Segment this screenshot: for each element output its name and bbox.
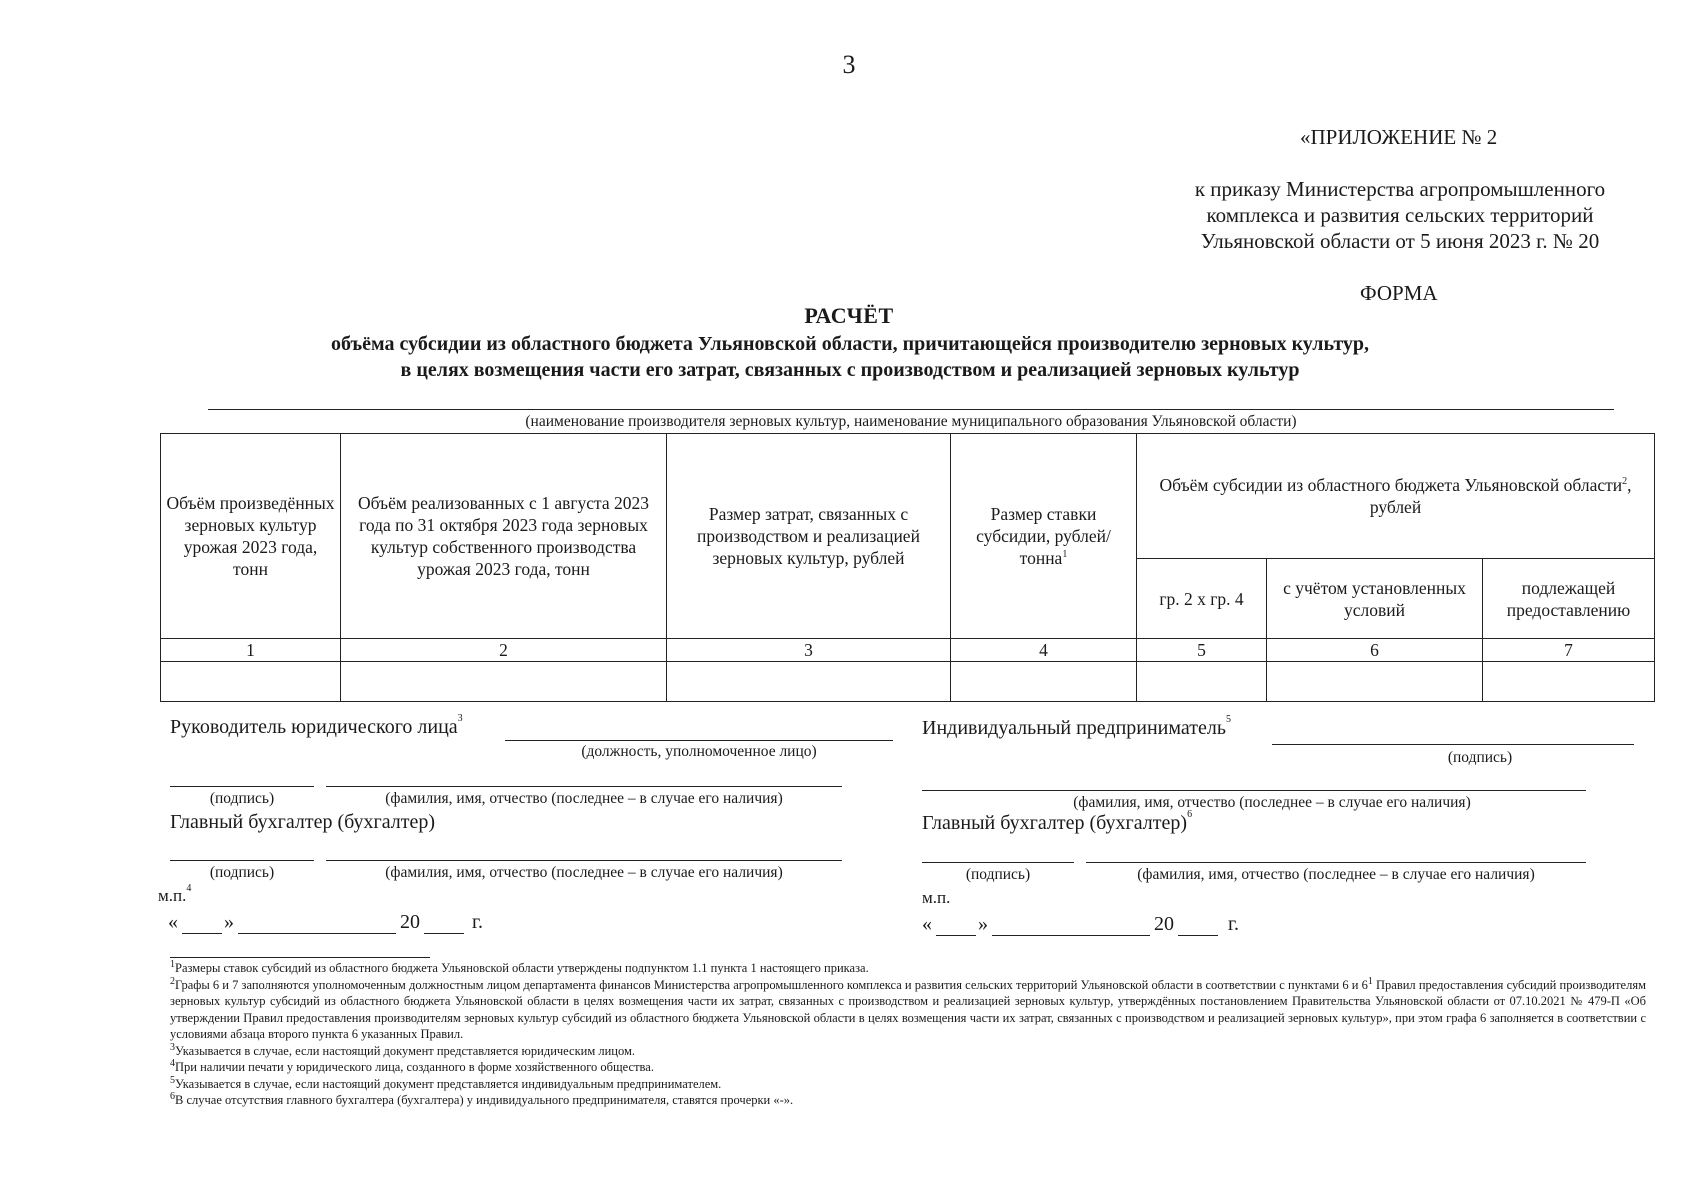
year-suffix: г. [1228, 913, 1239, 935]
document-title: РАСЧЁТ [804, 303, 894, 328]
date-open-quote: « [168, 911, 178, 933]
footnote-text: Графы 6 и 7 заполняются уполномоченным должностным лицом департамента финансов Министерства агропромышленного комплекса и развития сельских территорий Ульяновской области в соответствии с пунктами 6 и 6 [175, 977, 1368, 992]
year-prefix: 20 [400, 911, 420, 933]
data-cell[interactable] [1267, 662, 1483, 702]
annex-title: «ПРИЛОЖЕНИЕ № 2 [1300, 125, 1498, 149]
footnote [170, 977, 1646, 1043]
chief-accountant-label: Главный бухгалтер (бухгалтер) [170, 811, 436, 833]
header-cell-subsidy-group [1137, 434, 1655, 559]
subsidy-group-tail: , рублей [1369, 475, 1632, 517]
year-suffix: г. [472, 911, 483, 933]
subtitle-line: в целях возмещения части его затрат, связанных с производством и реализацией зерновых культур [400, 359, 1300, 381]
data-cell[interactable] [951, 662, 1137, 702]
footnote [170, 1092, 1646, 1109]
subtitle-line: объёма субсидии из областного бюджета Ульяновской области, причитающейся производителю зерновых культур, [330, 333, 1370, 355]
date-open-quote: « [922, 913, 932, 935]
column-number: 2 [341, 639, 667, 662]
header-cell-col4 [951, 434, 1137, 639]
month-line[interactable] [992, 935, 1150, 936]
footnote-number: 1 [170, 959, 175, 970]
annex-reference-line: комплекса и развития сельских территорий [1206, 203, 1594, 227]
month-line[interactable] [238, 933, 396, 934]
data-cell[interactable] [1137, 662, 1267, 702]
footnote-number: 2 [170, 975, 175, 987]
footnotes [170, 960, 1646, 1109]
page-number: 3 [842, 50, 856, 79]
date-close-quote: » [224, 911, 234, 933]
footnote [170, 1043, 1646, 1060]
footnote-text: Указывается в случае, если настоящий документ представляется юридическим лицом. [175, 1043, 636, 1058]
data-cell[interactable] [341, 662, 667, 702]
year-line[interactable] [424, 933, 464, 934]
signature-caption: (подпись) [1447, 749, 1513, 766]
position-caption: (должность, уполномоченное лицо) [581, 743, 817, 760]
footnote-text: В случае отсутствия главного бухгалтера (бухгалтера) у индивидуального предпринимателя, ставятся прочерки «-». [175, 1093, 794, 1107]
name-caption: (фамилия, имя, отчество (последнее – в случае его наличия) [385, 790, 783, 807]
seal-place-text: м.п. [158, 886, 187, 905]
signature-caption: (подпись) [965, 866, 1031, 883]
entrepreneur-name-line[interactable] [922, 790, 1586, 791]
signature-line[interactable] [170, 786, 314, 787]
footnote [170, 960, 1646, 977]
column-number: 4 [951, 639, 1137, 662]
chief-accountant-text: Главный бухгалтер (бухгалтер) [922, 812, 1188, 834]
column-number: 1 [161, 639, 341, 662]
annex-reference-line: к приказу Министерства агропромышленного [1194, 177, 1606, 201]
name-caption: (фамилия, имя, отчество (последнее – в случае его наличия) [1137, 866, 1535, 883]
name-caption: (фамилия, имя, отчество (последнее – в случае его наличия) [385, 864, 783, 881]
footnote [170, 1076, 1646, 1093]
chief-accountant-label [922, 809, 1193, 835]
full-name-line[interactable] [326, 786, 842, 787]
footnote [170, 1059, 1646, 1076]
form-label: ФОРМА [1360, 281, 1438, 305]
footnote-marker: 6 [1187, 809, 1193, 820]
year-line[interactable] [1178, 935, 1218, 936]
producer-caption: (наименование производителя зерновых культур, наименование муниципального образования Ульяновской области) [525, 413, 1297, 430]
annex-reference-line: Ульяновской области от 5 июня 2023 г. № 20 [1200, 229, 1600, 253]
header-cell-col5: гр. 2 х гр. 4 [1137, 559, 1267, 639]
producer-name-line [208, 409, 1614, 410]
column-number: 7 [1483, 639, 1655, 662]
accountant-name-line[interactable] [1086, 862, 1586, 863]
footnote-marker: 5 [1225, 714, 1231, 725]
footnote-number: 6 [170, 1091, 175, 1102]
position-line[interactable] [505, 740, 893, 741]
footnote-number: 3 [170, 1041, 175, 1053]
signature-caption: (подпись) [209, 790, 275, 807]
footnote-marker: 2 [1622, 476, 1628, 487]
legal-entity-head-text: Руководитель юридического лица [170, 716, 458, 738]
seal-place [158, 883, 192, 906]
column-number: 3 [667, 639, 951, 662]
legal-entity-head-label [170, 713, 463, 739]
name-caption: (фамилия, имя, отчество (последнее – в случае его наличия) [1073, 794, 1471, 811]
entrepreneur-label [922, 714, 1231, 740]
header-cell-col3: Размер затрат, связанных с производством и реализацией зерновых культур, рублей [667, 434, 951, 639]
footnote-marker: 4 [186, 883, 192, 894]
footnote-text: При наличии печати у юридического лица, созданного в форме хозяйственного общества. [175, 1060, 654, 1074]
seal-place: м.п. [922, 888, 951, 907]
header-col4-text: Размер ставки субсидии, рублей/тонна [976, 504, 1111, 568]
footnote-separator [170, 957, 430, 958]
data-cell[interactable] [161, 662, 341, 702]
column-number: 6 [1267, 639, 1483, 662]
date-close-quote: » [978, 913, 988, 935]
footnote-text: Размеры ставок субсидий из областного бюджета Ульяновской области утверждены подпунктом 1.1 пункта 1 настоящего приказа. [175, 961, 869, 975]
footnote-marker: 1 [1062, 549, 1068, 560]
day-line[interactable] [182, 933, 222, 934]
entrepreneur-text: Индивидуальный предприниматель [922, 717, 1226, 739]
footnote-text-tail: Правил предоставления субсидий производителям зерновых культур субсидий из областного бюджета Ульяновской области в целях возмещения части их затрат, связанных с производством и реализацией зерновых культур, утверждённых постановлением Правительства Ульяновской области от 07.10.2021 № 479-П «Об утверждении Правил предоставления производителям зерновых культур субсидий из областного бюджета Ульяновской области в целях возмещения части их затрат, связанных с производством и реализацией зерновых культур», при этом графа 6 заполняется в соответствии с условиями абзаца второго пункта 6 указанных Правил. [170, 977, 1647, 1041]
annex-reference [1170, 176, 1630, 254]
entrepreneur-signature-line[interactable] [1272, 744, 1634, 745]
subsidy-group-text: Объём субсидии из областного бюджета Ульяновской области [1159, 475, 1623, 495]
day-line[interactable] [936, 935, 976, 936]
year-prefix: 20 [1154, 913, 1174, 935]
footnote-inline-sup: 1 [1367, 975, 1373, 987]
accountant-signature-line[interactable] [922, 862, 1074, 863]
document-subtitle [200, 331, 1500, 383]
footnote-number: 4 [170, 1058, 175, 1069]
header-cell-col2: Объём реализованных с 1 августа 2023 года по 31 октября 2023 года зерновых культур собственного производства урожая 2023 года, тонн [341, 434, 667, 639]
header-cell-col1: Объём произведённых зерновых культур урожая 2023 года, тонн [161, 434, 341, 639]
calculation-table [160, 433, 1655, 702]
footnote-number: 5 [170, 1074, 175, 1086]
data-cell[interactable] [1483, 662, 1655, 702]
accountant-signature-line[interactable] [170, 860, 314, 861]
footnote-marker: 3 [457, 713, 463, 724]
header-cell-col7: подлежащей предоставлению [1483, 559, 1655, 639]
accountant-name-line[interactable] [326, 860, 842, 861]
header-cell-col6: с учётом установленных условий [1267, 559, 1483, 639]
footnote-text: Указывается в случае, если настоящий документ представляется индивидуальным предпринимателем. [175, 1076, 722, 1091]
column-number: 5 [1137, 639, 1267, 662]
data-cell[interactable] [667, 662, 951, 702]
signature-caption: (подпись) [209, 864, 275, 881]
